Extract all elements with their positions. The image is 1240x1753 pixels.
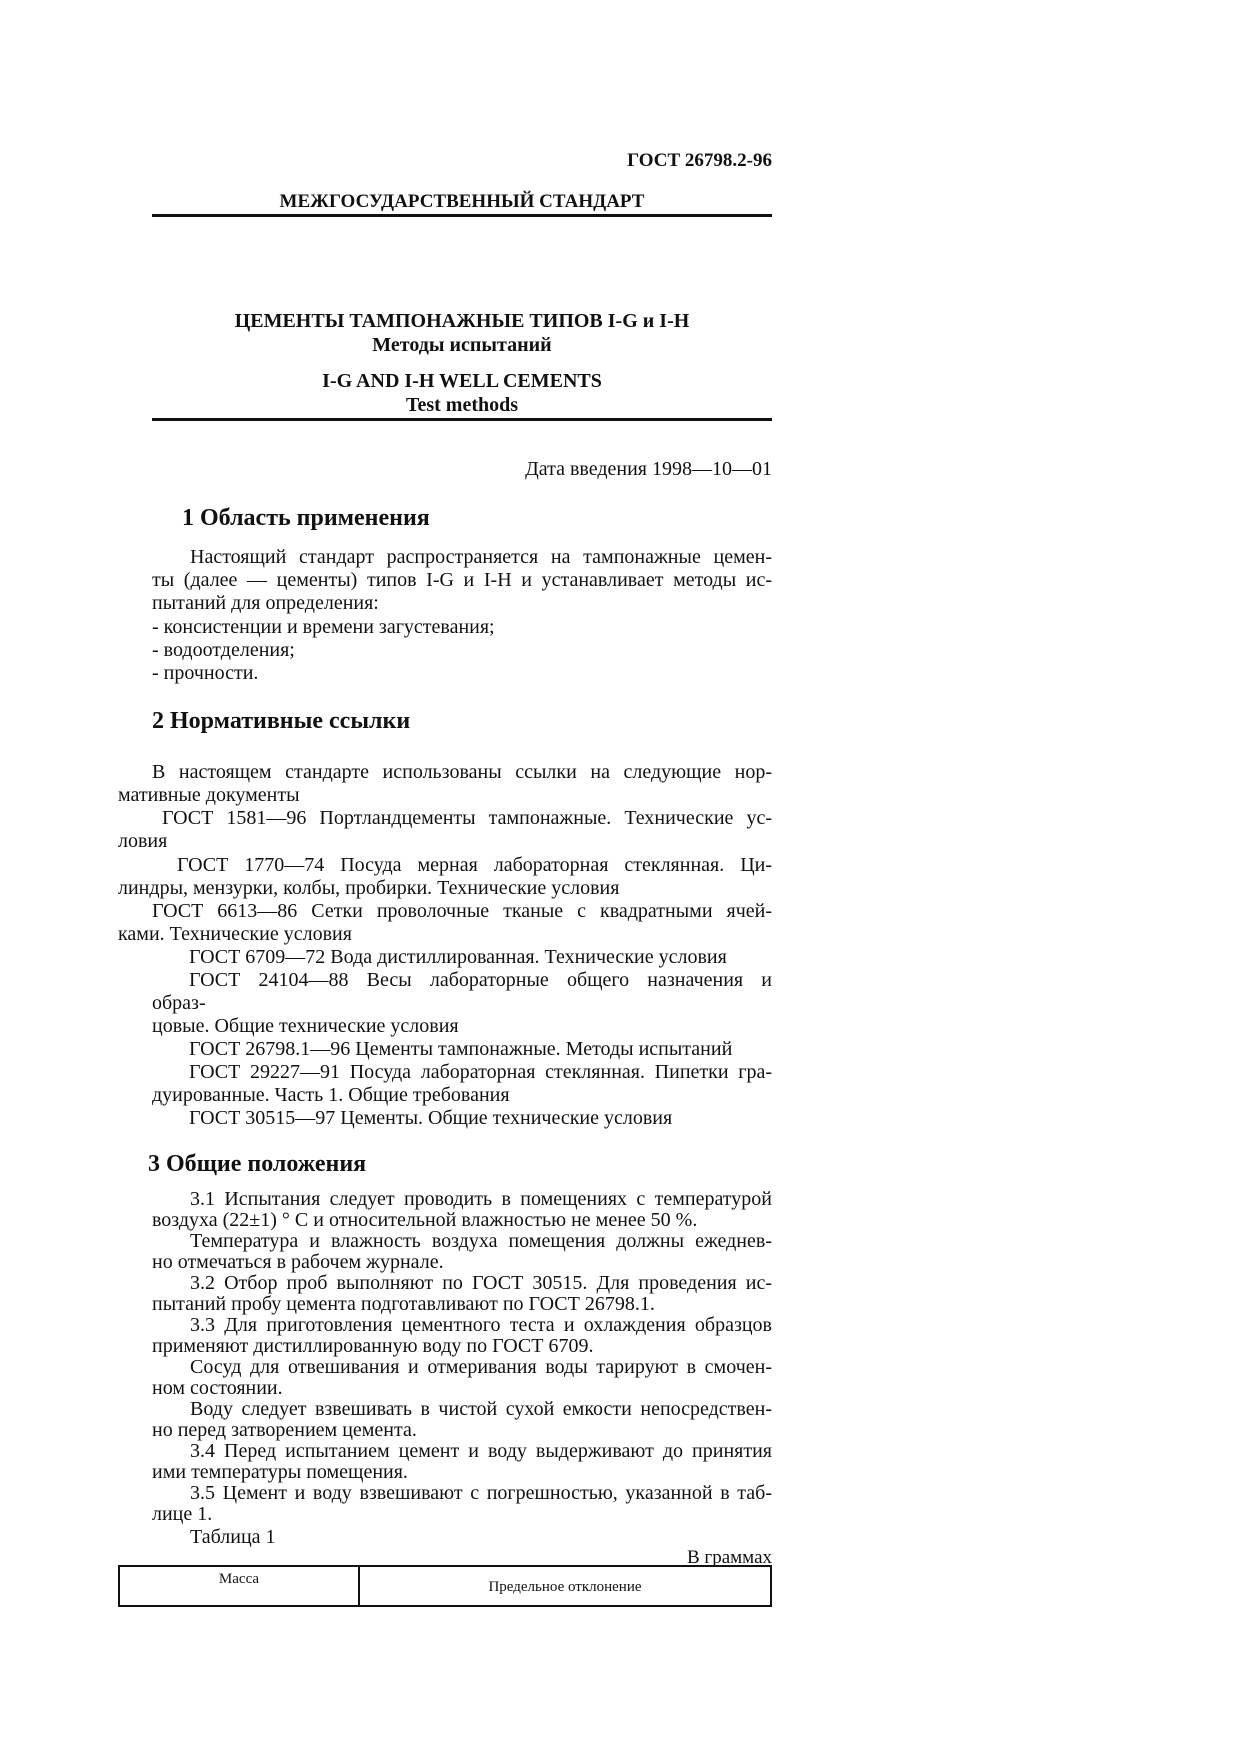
reference-line: ГОСТ 29227—91 Посуда лабораторная стеклянная. Пипетки гра- (189, 1061, 772, 1083)
section-3-line: применяют дистиллированную воду по ГОСТ 6709. (152, 1335, 594, 1357)
section-3-line: Воду следует взвешивать в чистой сухой емкости непосредствен- (190, 1398, 772, 1420)
reference-line: ГОСТ 1581—96 Портландцементы тампонажные. Технические ус- (162, 807, 772, 829)
reference-line: дуированные. Часть 1. Общие требования (152, 1084, 510, 1106)
section-3-line: но перед затворением цемента. (152, 1419, 417, 1441)
reference-line: мативные документы (118, 784, 300, 806)
section-3-heading: 3 Общие положения (148, 1151, 367, 1177)
section-3-line: Сосуд для отвешивания и отмеривания воды тарируют в смочен- (190, 1356, 772, 1378)
reference-line: ГОСТ 6613—86 Сетки проволочные тканые с квадратными ячей- (152, 900, 772, 922)
table-caption: Таблица 1 (190, 1526, 276, 1548)
table-header-mass: Масса (120, 1567, 360, 1605)
reference-line: ГОСТ 30515—97 Цементы. Общие технические условия (189, 1107, 673, 1129)
section-1-heading: 1 Область применения (182, 505, 430, 531)
section-3-line: 3.5 Цемент и воду взвешивают с погрешностью, указанной в таб- (190, 1482, 772, 1504)
list-item: - консистенции и времени загустевания; (152, 616, 495, 638)
section-3-line: 3.2 Отбор проб выполняют по ГОСТ 30515. Для проведения ис- (190, 1272, 772, 1294)
reference-line: ловия (118, 830, 168, 852)
reference-line: ками. Технические условия (118, 923, 352, 945)
reference-line: ГОСТ 24104—88 Весы лабораторные общего назначения и (189, 969, 772, 991)
reference-line: ГОСТ 26798.1—96 Цементы тампонажные. Методы испытаний (189, 1038, 733, 1060)
reference-line: цовые. Общие технические условия (152, 1015, 459, 1037)
section-3-line: 3.3 Для приготовления цементного теста и охлаждения образцов (190, 1314, 772, 1336)
reference-line: линдры, мензурки, колбы, пробирки. Технические условия (118, 877, 620, 899)
reference-line: В настоящем стандарте использованы ссылки на следующие нор- (152, 761, 772, 783)
title-ru-line2: Методы испытаний (372, 334, 552, 356)
reference-line: образ- (152, 992, 206, 1014)
section-1-line: Настоящий стандарт распространяется на тампонажные цемен- (190, 546, 772, 568)
section-3-line: лице 1. (152, 1503, 213, 1525)
document-code: ГОСТ 26798.2-96 (627, 150, 772, 171)
section-3-line: ном состоянии. (152, 1377, 283, 1399)
section-2-heading: 2 Нормативные ссылки (152, 708, 411, 734)
table-header-deviation: Предельное отклонение (488, 1579, 642, 1595)
standard-type: МЕЖГОСУДАРСТВЕННЫЙ СТАНДАРТ (279, 191, 645, 212)
reference-line: ГОСТ 6709—72 Вода дистиллированная. Технические условия (189, 946, 727, 968)
title-ru-line1: ЦЕМЕНТЫ ТАМПОНАЖНЫЕ ТИПОВ I-G и I-H (234, 310, 690, 332)
section-3-line: 3.4 Перед испытанием цемент и воду выдерживают до принятия (190, 1440, 772, 1462)
section-3-line: пытаний пробу цемента подготавливают по ГОСТ 26798.1. (152, 1293, 655, 1315)
title-en (152, 369, 772, 417)
table-1 (118, 1565, 772, 1607)
reference-line: ГОСТ 1770—74 Посуда мерная лабораторная стеклянная. Ци- (177, 854, 772, 876)
title-en-line1: I-G AND I-H WELL CEMENTS (322, 370, 602, 392)
table-units: В граммах (687, 1547, 772, 1568)
section-1-line: пытаний для определения: (152, 592, 379, 614)
header-rule (152, 214, 772, 217)
list-item: - прочности. (152, 662, 259, 684)
title-en-line2: Test methods (405, 394, 519, 416)
section-1-line: ты (далее — цементы) типов I-G и I-H и устанавливает методы ис- (152, 569, 772, 591)
section-3-line: ими температуры помещения. (152, 1461, 408, 1483)
list-item: - водоотделения; (152, 639, 295, 661)
title-ru (152, 309, 772, 357)
section-3-line: но отмечаться в рабочем журнале. (152, 1251, 444, 1273)
section-3-line: 3.1 Испытания следует проводить в помещениях с температурой (190, 1188, 772, 1210)
section-3-line: воздуха (22±1) ° С и относительной влажностью не менее 50 %. (152, 1209, 698, 1231)
section-3-line: Температура и влажность воздуха помещения должны ежеднев- (190, 1230, 772, 1252)
title-rule (152, 418, 772, 421)
intro-date: Дата введения 1998—10—01 (525, 458, 772, 480)
